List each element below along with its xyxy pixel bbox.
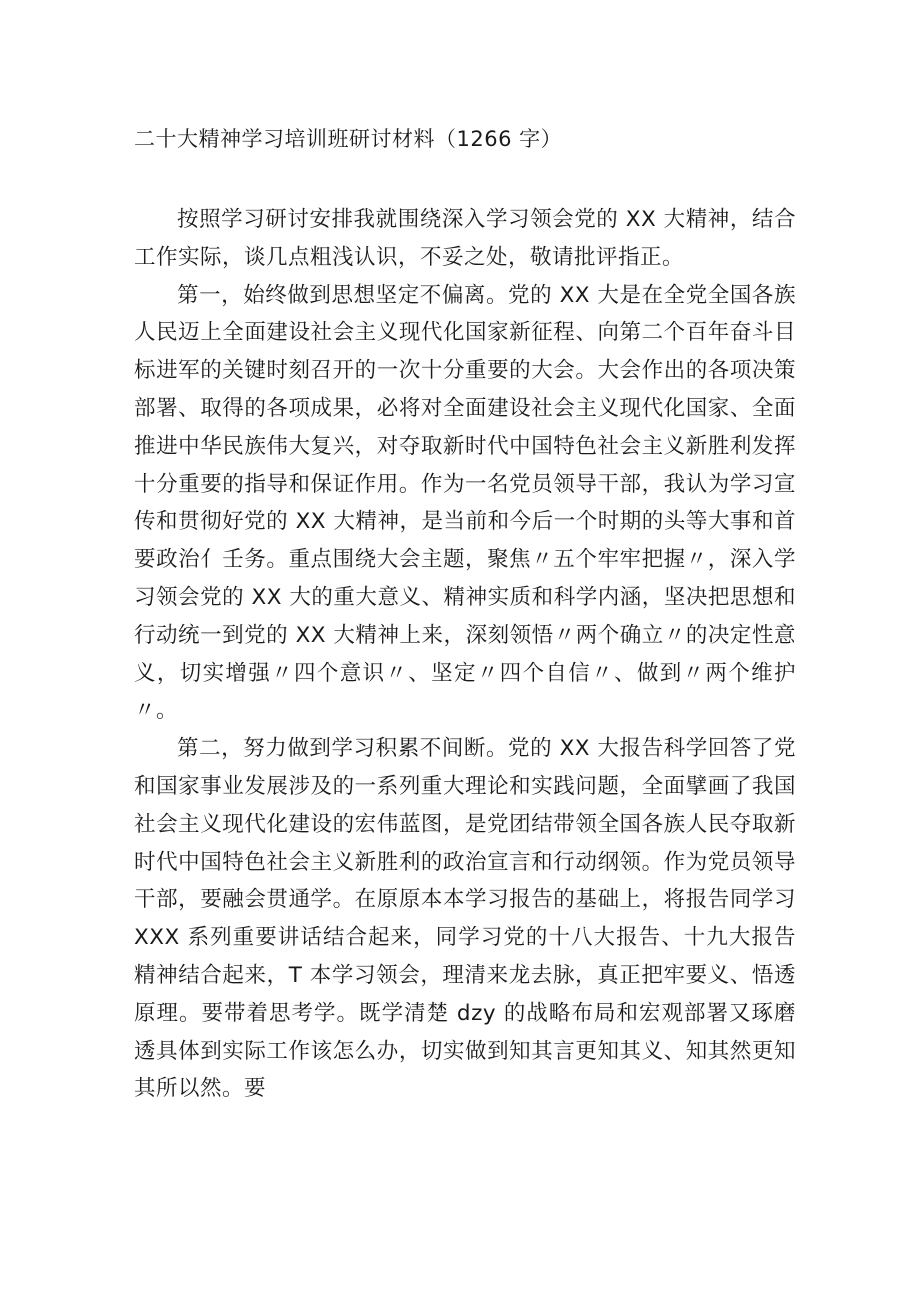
paragraph-intro: 按照学习研讨安排我就围绕深入学习领会党的 XX 大精神，结合工作实际，谈几点粗浅认识，不妥之处，敬请批评指正。 [134, 207, 796, 270]
paragraph-first-point: 第一，始终做到思想坚定不偏离。党的 XX 大是在全党全国各族人民迈上全面建设社会主义现代化国家新征程、向第二个百年奋斗目标进军的关键时刻召开的一次十分重要的大会。大会作出的各项决策部署、取得的各项成果，必将对全面建设社会主义现代化国家、全面推进中华民族伟大复兴，对夺取新时代中国特色社会主义新胜利发挥十分重要的指导和保证作用。作为一名党员领导干部，我认为学习宣传和贯彻好党的 XX 大精神，是当前和今后一个时期的头等大事和首要政治亻壬务。重点围绕大会主题，聚焦〃五个牢牢把握〃，深入学习领会党的 XX 大的重大意义、精神实质和科学内涵，坚决把思想和行动统一到党的 XX 大精神上来，深刻领悟〃两个确立〃的决定性意义，切实增强〃四个意识〃、坚定〃四个自信〃、做到〃两个维护〃。 [134, 282, 796, 724]
document-title: 二十大精神学习培训班研讨材料（1266 字） [134, 127, 563, 151]
paragraph-second-point: 第二，努力做到学习积累不间断。党的 XX 大报告科学回答了党和国家事业发展涉及的一系列重大理论和实践问题，全面擘画了我国社会主义现代化建设的宏伟蓝图，是党团结带领全国各族人民夺取新时代中国特色社会主义新胜利的政治宣言和行动纲领。作为党员领导干部，要融会贯通学。在原原本本学习报告的基础上，将报告同学习 XXX 系列重要讲话结合起来，同学习党的十八大报告、十九大报告精神结合起来，T 本学习领会，理清来龙去脉，真正把牢要义、悟透原理。要带着思考学。既学清楚 dzy 的战略布局和宏观部署又琢磨透具体到实际工作该怎么办，切实做到知其言更知其义、知其然更知其所以然。要 [134, 736, 796, 1102]
document-body [134, 201, 796, 1108]
